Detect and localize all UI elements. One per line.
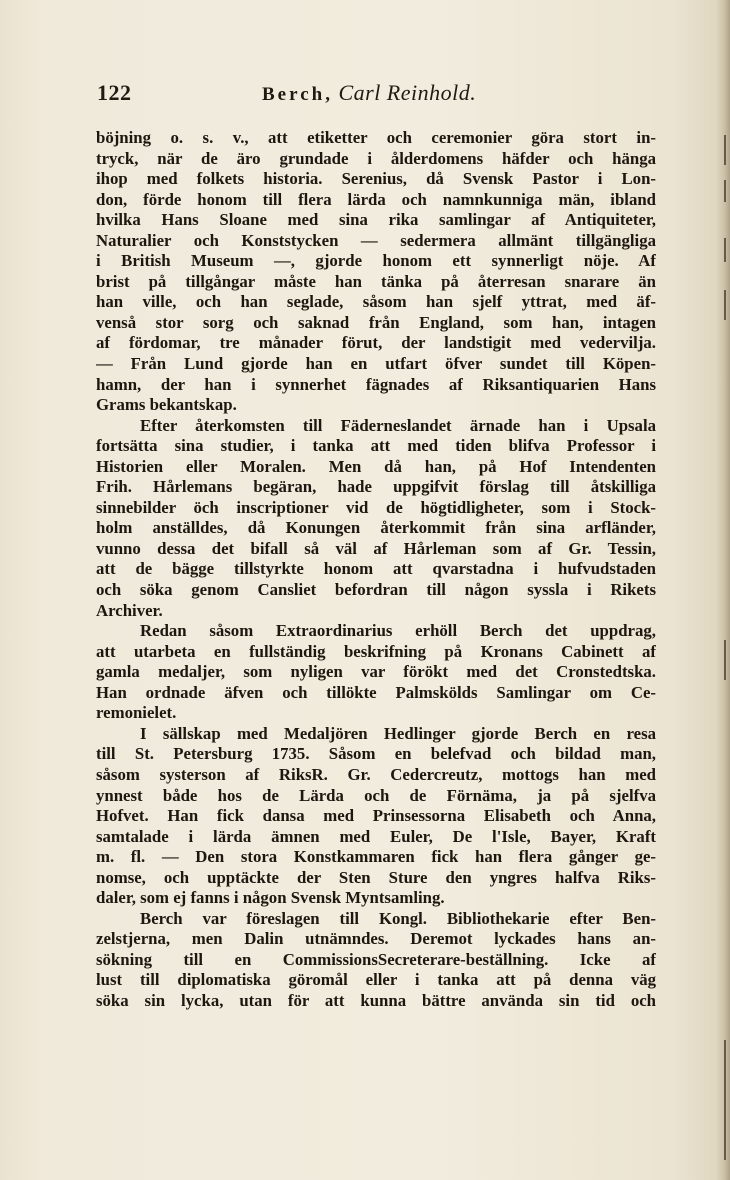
text-line: brist på tillgångar måste han tänka på återresan snarare än <box>96 271 656 291</box>
text-line: sinnebilder öch inscriptioner vid de högtidligheter, som i Stock- <box>96 497 656 517</box>
text-line: Naturalier och Konststycken — sedermera allmänt tillgängliga <box>96 230 656 250</box>
text-line: Frih. Hårlemans begäran, hade uppgifvit förslag till åtskilliga <box>96 477 656 497</box>
text-line: i British Museum —, gjorde honom ett synnerligt nöje. Af <box>96 251 656 271</box>
text-line: tryck, när de äro grundade i ålderdomens häfder och hänga <box>96 148 656 168</box>
page-number: 122 <box>97 80 132 105</box>
text-line: Efter återkomsten till Fäderneslandet ärnade han i Upsala <box>140 415 656 435</box>
text-line: ynnest både hos de Lärda och de Förnäma, ja på sjelfva <box>96 785 656 805</box>
text-line: don, förde honom till flera lärda och namnkunniga män, ibland <box>96 189 656 209</box>
running-head-surname: Berch, <box>262 84 333 105</box>
page-edge-mark <box>724 290 726 320</box>
text-line: ihop med folkets historia. Serenius, då Svensk Pastor i Lon- <box>96 169 656 189</box>
text-line: samtalade i lärda ämnen med Euler, De l'Isle, Bayer, Kraft <box>96 826 656 846</box>
page-edge-mark <box>724 1040 726 1160</box>
text-line: han ville, och han seglade, såsom han sjelf yttrat, med äf- <box>96 292 656 312</box>
text-line: Grams bekantskap. <box>96 395 237 415</box>
text-line: gamla medaljer, som nyligen var förökt med det Cronstedtska. <box>96 662 656 682</box>
text-line: Berch var föreslagen till Kongl. Bibliothekarie efter Ben- <box>140 908 656 928</box>
text-line: remonielet. <box>96 703 177 723</box>
text-line: Archiver. <box>96 600 163 620</box>
body-text <box>96 128 656 1012</box>
running-header <box>97 80 657 110</box>
page-edge-mark <box>724 640 726 680</box>
text-line: nomse, och upptäckte der Sten Sture den yngres halfva Riks- <box>96 867 656 887</box>
text-line: till St. Petersburg 1735. Såsom en belefvad och bildad man, <box>96 744 656 764</box>
page-edge-mark <box>724 180 726 202</box>
text-line: zelstjerna, men Dalin utnämndes. Deremot lyckades hans an- <box>96 929 656 949</box>
text-line: hamn, der han i synnerhet fägnades af Riksantiquarien Hans <box>96 374 656 394</box>
text-line: Historien eller Moralen. Men då han, på Hof Intendenten <box>96 456 656 476</box>
page-edge-shadow <box>716 0 730 1180</box>
text-line: Hofvet. Han fick dansa med Prinsessorna Elisabeth och Anna, <box>96 806 656 826</box>
text-line: söka sin lycka, utan för att kunna bättre använda sin tid och <box>96 990 656 1010</box>
text-line: och söka genom Cansliet befordran till någon syssla i Rikets <box>96 580 656 600</box>
text-line: venså stor sorg och saknad från England, som han, intagen <box>96 312 656 332</box>
text-line: att de bägge tillstyrkte honom att qvarstadna i hufvudstaden <box>96 559 656 579</box>
page-edge-mark <box>724 135 726 165</box>
text-line: holm anställdes, då Konungen återkommit från sina arfländer, <box>96 518 656 538</box>
running-head-title <box>262 80 476 106</box>
text-line: af fördomar, tre månader förut, der landstigit med vedervilja. <box>96 333 656 353</box>
running-head-given-names: Carl Reinhold. <box>338 80 477 105</box>
text-line: såsom systerson af RiksR. Gr. Cedercreutz, mottogs han med <box>96 764 656 784</box>
text-line: I sällskap med Medaljören Hedlinger gjorde Berch en resa <box>140 723 656 743</box>
text-line: — Från Lund gjorde han en utfart öfver sundet till Köpen- <box>96 354 656 374</box>
page-edge-mark <box>724 238 726 262</box>
text-line: lust till diplomatiska göromål eller i tanka att på denna väg <box>96 970 656 990</box>
text-line: Redan såsom Extraordinarius erhöll Berch det uppdrag, <box>140 621 656 641</box>
text-line: vunno dessa det bifall så väl af Hårleman som af Gr. Tessin, <box>96 538 656 558</box>
text-line: fortsätta sina studier, i tanka att med tiden blifva Professor i <box>96 436 656 456</box>
text-line: sökning till en CommissionsSecreterare-beställning. Icke af <box>96 949 656 969</box>
text-line: böjning o. s. v., att etiketter och ceremonier göra stort in- <box>96 128 656 147</box>
text-line: daler, som ej fanns i någon Svensk Myntsamling. <box>96 888 445 908</box>
text-line: att utarbeta en fullständig beskrifning på Kronans Cabinett af <box>96 641 656 661</box>
text-line: Han ordnade äfven och tillökte Palmskölds Samlingar om Ce- <box>96 682 656 702</box>
text-line: m. fl. — Den stora Konstkammaren fick han flera gånger ge- <box>96 847 656 867</box>
text-line: hvilka Hans Sloane med sina rika samlingar af Antiquiteter, <box>96 210 656 230</box>
